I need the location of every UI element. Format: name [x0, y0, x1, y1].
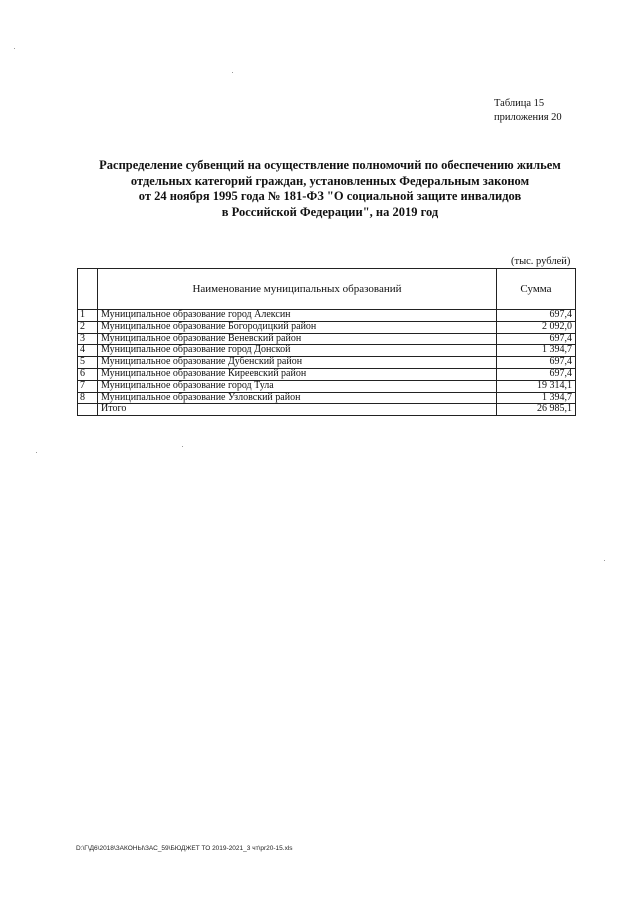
table-row: [78, 345, 576, 357]
scan-speck: [14, 48, 15, 49]
row-name: Муниципальное образование город Донской: [98, 345, 497, 357]
document-title: [60, 158, 600, 220]
table-row: [78, 310, 576, 322]
scan-speck: [604, 560, 605, 561]
total-label: Итого: [98, 404, 497, 416]
row-sum: 697,4: [497, 357, 576, 369]
row-number: 6: [78, 368, 98, 380]
row-name: Муниципальное образование Богородицкий район: [98, 321, 497, 333]
row-sum: 1 394,7: [497, 392, 576, 404]
total-number: [78, 404, 98, 416]
total-sum: 26 985,1: [497, 404, 576, 416]
table-row: [78, 321, 576, 333]
row-number: 1: [78, 310, 98, 322]
row-number: 8: [78, 392, 98, 404]
scan-speck: [182, 446, 183, 447]
appendix-number: приложения 20: [494, 112, 562, 123]
row-name: Муниципальное образование Киреевский район: [98, 368, 497, 380]
row-sum: 697,4: [497, 333, 576, 345]
table-total-row: [78, 404, 576, 416]
row-name: Муниципальное образование город Алексин: [98, 310, 497, 322]
row-number: 2: [78, 321, 98, 333]
row-number: 5: [78, 357, 98, 369]
header-sum: Сумма: [497, 269, 576, 310]
row-name: Муниципальное образование Веневский район: [98, 333, 497, 345]
subvention-table: [77, 268, 576, 416]
row-sum: 697,4: [497, 368, 576, 380]
row-name: Муниципальное образование город Тула: [98, 380, 497, 392]
row-number: 7: [78, 380, 98, 392]
row-name: Муниципальное образование Узловский район: [98, 392, 497, 404]
row-name: Муниципальное образование Дубенский район: [98, 357, 497, 369]
table-row: [78, 380, 576, 392]
title-line-2: отдельных категорий граждан, установленных Федеральным законом: [130, 173, 530, 188]
title-line-3: от 24 ноября 1995 года № 181-ФЗ "О социальной защите инвалидов: [138, 189, 522, 203]
header-name: Наименование муниципальных образований: [98, 269, 497, 310]
table-number: Таблица 15: [494, 98, 545, 109]
table-row: [78, 392, 576, 404]
row-number: 4: [78, 345, 98, 357]
scan-speck: [232, 72, 233, 73]
table-row: [78, 368, 576, 380]
header-number: [78, 269, 98, 310]
row-sum: 2 092,0: [497, 321, 576, 333]
table-reference: [494, 97, 562, 125]
table-row: [78, 333, 576, 345]
row-number: 3: [78, 333, 98, 345]
scan-speck: [36, 452, 37, 453]
row-sum: 1 394,7: [497, 345, 576, 357]
units-label: (тыс. рублей): [511, 256, 571, 267]
row-sum: 697,4: [497, 310, 576, 322]
row-sum: 19 314,1: [497, 380, 576, 392]
table-header-row: [78, 269, 576, 310]
title-line-4: в Российской Федерации", на 2019 год: [221, 204, 439, 219]
file-path-footer: D:\Г\Д6\2018\ЗАКОНЫ\ЗАС_59\БЮДЖЕТ ТО 2019-2021_3 чт\pr20-15.xls: [76, 845, 293, 852]
table-row: [78, 357, 576, 369]
title-line-1: Распределение субвенций на осуществление полномочий по обеспечению жильем: [99, 158, 561, 172]
